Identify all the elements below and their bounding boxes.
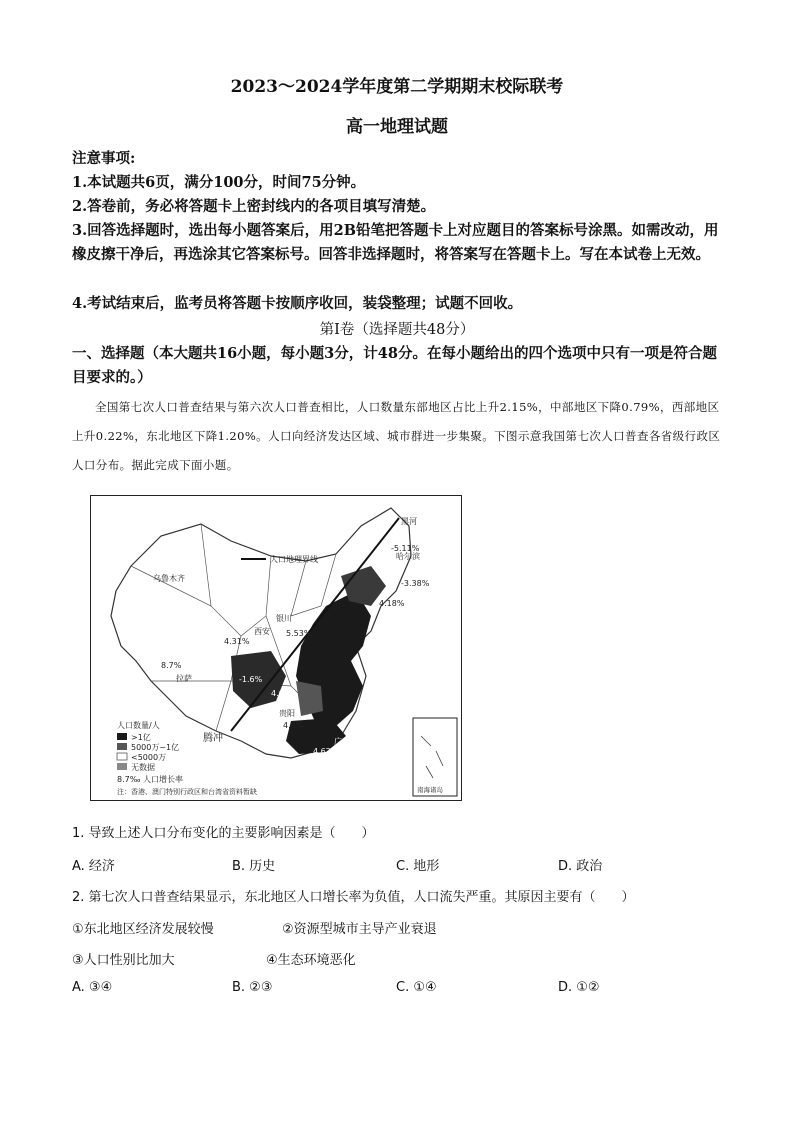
q1-option-d[interactable]: D. 政治 [558,859,603,874]
note-4: 4.考试结束后，监考员将答题卡按顺序收回，装袋整理；试题不回收。 [72,295,523,312]
note-2: 2.答卷前，务必将答题卡上密封线内的各项目填写清楚。 [72,198,436,215]
note-1: 1.本试题共6页，满分100分，时间75分钟。 [72,174,366,191]
q2-statement-2: ②资源型城市主导产业衰退 [282,922,437,937]
place-lhasa: 拉萨 [176,674,192,683]
rate-4: 4.31% [224,637,250,646]
legend-item-1: >1亿 [131,733,151,742]
rate-3: 4.18% [379,599,405,608]
rate-1: -5.11% [391,544,420,553]
q2-option-a[interactable]: A. ③④ [72,980,113,995]
rate-6: 8.7% [161,661,182,670]
line-label: 人口地理界线 [270,555,318,564]
q2-statement-3: ③人口性别比加大 [72,953,175,968]
place-guangzhou: 广州 [334,737,350,746]
place-yinchuan: 银川 [276,614,292,623]
south-sea-inset [413,718,457,796]
q1-option-c[interactable]: C. 地形 [396,859,440,874]
question-1-text: 1. 导致上述人口分布变化的主要影响因素是（ ） [72,826,375,841]
q1-option-a[interactable]: A. 经济 [72,859,115,874]
legend-item-4: 无数据 [131,763,155,772]
passage-text: 全国第七次人口普查结果与第六次人口普查相比，人口数量东部地区占比上升2.15%，中部地区下降0.79%，西部地区上升0.22%，东北地区下降1.20%。人口向经济发达区域、城市群进一步集聚。下图示意我国第七次人口普查各省级行政区人口分布。据此完成下面小题。 [72,400,721,472]
note-3: 3.回答选择题时，选出每小题答案后，用2B铅笔把答题卡上对应题目的答案标号涂黑。如需改动，用橡皮擦干净后，再选涂其它答案标号。回答非选择题时，将答案写在答题卡上。写在本试卷上无效。 [72,222,719,263]
inset-label: 南海诸岛 [417,786,443,794]
legend-swatch-high [117,733,127,740]
rate-10: 4.6% [271,689,292,698]
legend-swatch-low [117,753,127,760]
q2-option-b[interactable]: B. ②③ [232,980,273,995]
place-heihe: 黑河 [401,517,417,526]
exam-subtitle: 高一地理试题 [346,117,448,137]
population-map [90,495,462,801]
q2-option-c[interactable]: C. ①④ [396,980,437,995]
section-instruction: 一、选择题（本大题共16小题，每小题3分，计48分。在每小题给出的四个选项中只有一项是符合题目要求的。） [72,345,717,386]
legend-title: 人口数量/人 [117,721,160,730]
rate-5: 5.53% [286,629,312,638]
place-urumqi: 乌鲁木齐 [153,574,185,583]
place-tengchong: 腾冲 [203,733,223,744]
place-guiyang: 贵阳 [279,709,295,718]
q2-statement-1: ①东北地区经济发展较慢 [72,922,214,937]
legend-swatch-none [117,763,127,770]
notes-heading: 注意事项: [72,150,136,167]
place-xian: 西安 [254,627,270,636]
legend-rate-note: 8.7‰ 人口增长率 [117,775,183,784]
q1-option-b[interactable]: B. 历史 [232,859,276,874]
rate-7: -1.6% [239,675,263,684]
q2-statement-4: ④生态环境恶化 [266,953,356,968]
legend-footnote: 注：香港、澳门特别行政区和台湾省资料暂缺 [117,788,257,796]
rate-9: 4.9% [283,721,304,730]
legend-item-3: <5000万 [131,753,167,762]
china-population-map-svg [91,496,462,801]
exam-title: 2023～2024学年度第二学期期末校际联考 [230,77,564,97]
place-harbin: 哈尔滨 [396,552,420,561]
rate-8: 4.62% [313,747,339,756]
section-title: 第Ⅰ卷（选择题共48分） [319,322,475,338]
legend-item-2: 5000万~1亿 [131,743,180,752]
rate-2: -3.38% [401,579,430,588]
legend-swatch-mid [117,743,127,750]
q2-option-d[interactable]: D. ①② [558,980,600,995]
question-2-text: 2. 第七次人口普查结果显示，东北地区人口增长率为负值，人口流失严重。其原因主要有（ ） [72,890,635,905]
